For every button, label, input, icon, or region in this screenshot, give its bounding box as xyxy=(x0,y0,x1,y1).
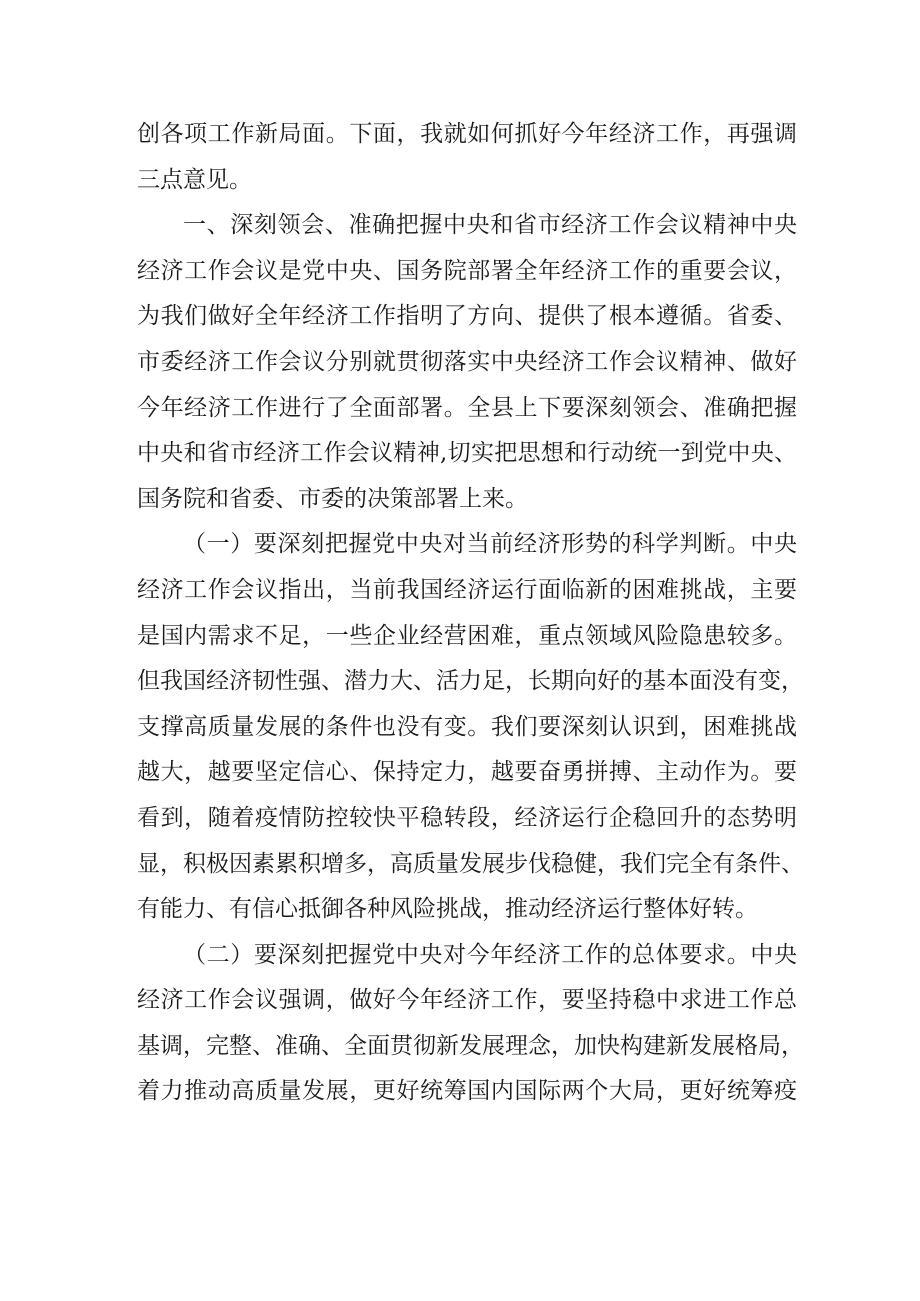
text-line: 着力推动高质量发展，更好统筹国内国际两个大局，更好统筹疫 xyxy=(137,1078,797,1105)
text-line: 基调，完整、准确、全面贯彻新发展理念，加快构建新发展格局， xyxy=(137,1032,804,1059)
text-line: 市委经济工作会议分别就贯彻落实中央经济工作会议精神、做好 xyxy=(137,348,797,375)
text-line: 为我们做好全年经济工作指明了方向、提供了根本遵循。省委、 xyxy=(137,303,797,330)
text-line: 三点意见。 xyxy=(137,166,252,193)
text-line: 看到，随着疫情防控较快平稳转段，经济运行企稳回升的态势明 xyxy=(137,804,797,831)
section-heading-line: 一、深刻领会、准确把握中央和省市经济工作会议精神中央 xyxy=(183,212,797,239)
subsection-heading-line: （一）要深刻把握党中央对当前经济形势的科学判断。中央 xyxy=(183,531,797,558)
text-line: 显，积极因素累积增多，高质量发展步伐稳健，我们完全有条件、 xyxy=(137,850,804,877)
text-line: 但我国经济韧性强、潜力大、活力足，长期向好的基本面没有变， xyxy=(137,668,804,695)
document-body xyxy=(137,112,804,1115)
text-line: 中央和省市经济工作会议精神,切实把思想和行动统一到党中央、 xyxy=(137,440,797,467)
text-line: 经济工作会议强调，做好今年经济工作，要坚持稳中求进工作总 xyxy=(137,987,797,1014)
text-line: 有能力、有信心抵御各种风险挑战，推动经济运行整体好转。 xyxy=(137,896,758,923)
text-line: 经济工作会议指出，当前我国经济运行面临新的困难挑战，主要 xyxy=(137,576,797,603)
text-line: 是国内需求不足，一些企业经营困难，重点领域风险隐患较多。 xyxy=(137,622,797,649)
text-line: 创各项工作新局面。下面，我就如何抓好今年经济工作，再强调 xyxy=(137,121,797,147)
text-line: 经济工作会议是党中央、国务院部署全年经济工作的重要会议， xyxy=(137,257,797,284)
text-line: 今年经济工作进行了全面部署。全县上下要深刻领会、准确把握 xyxy=(137,394,797,421)
text-line: 越大，越要坚定信心、保持定力，越要奋勇拼搏、主动作为。要 xyxy=(137,759,797,786)
subsection-heading-line: （二）要深刻把握党中央对今年经济工作的总体要求。中央 xyxy=(183,941,797,968)
text-line: 国务院和省委、市委的决策部署上来。 xyxy=(137,485,528,512)
text-line: 支撑高质量发展的条件也没有变。我们要深刻认识到，困难挑战 xyxy=(137,713,797,740)
